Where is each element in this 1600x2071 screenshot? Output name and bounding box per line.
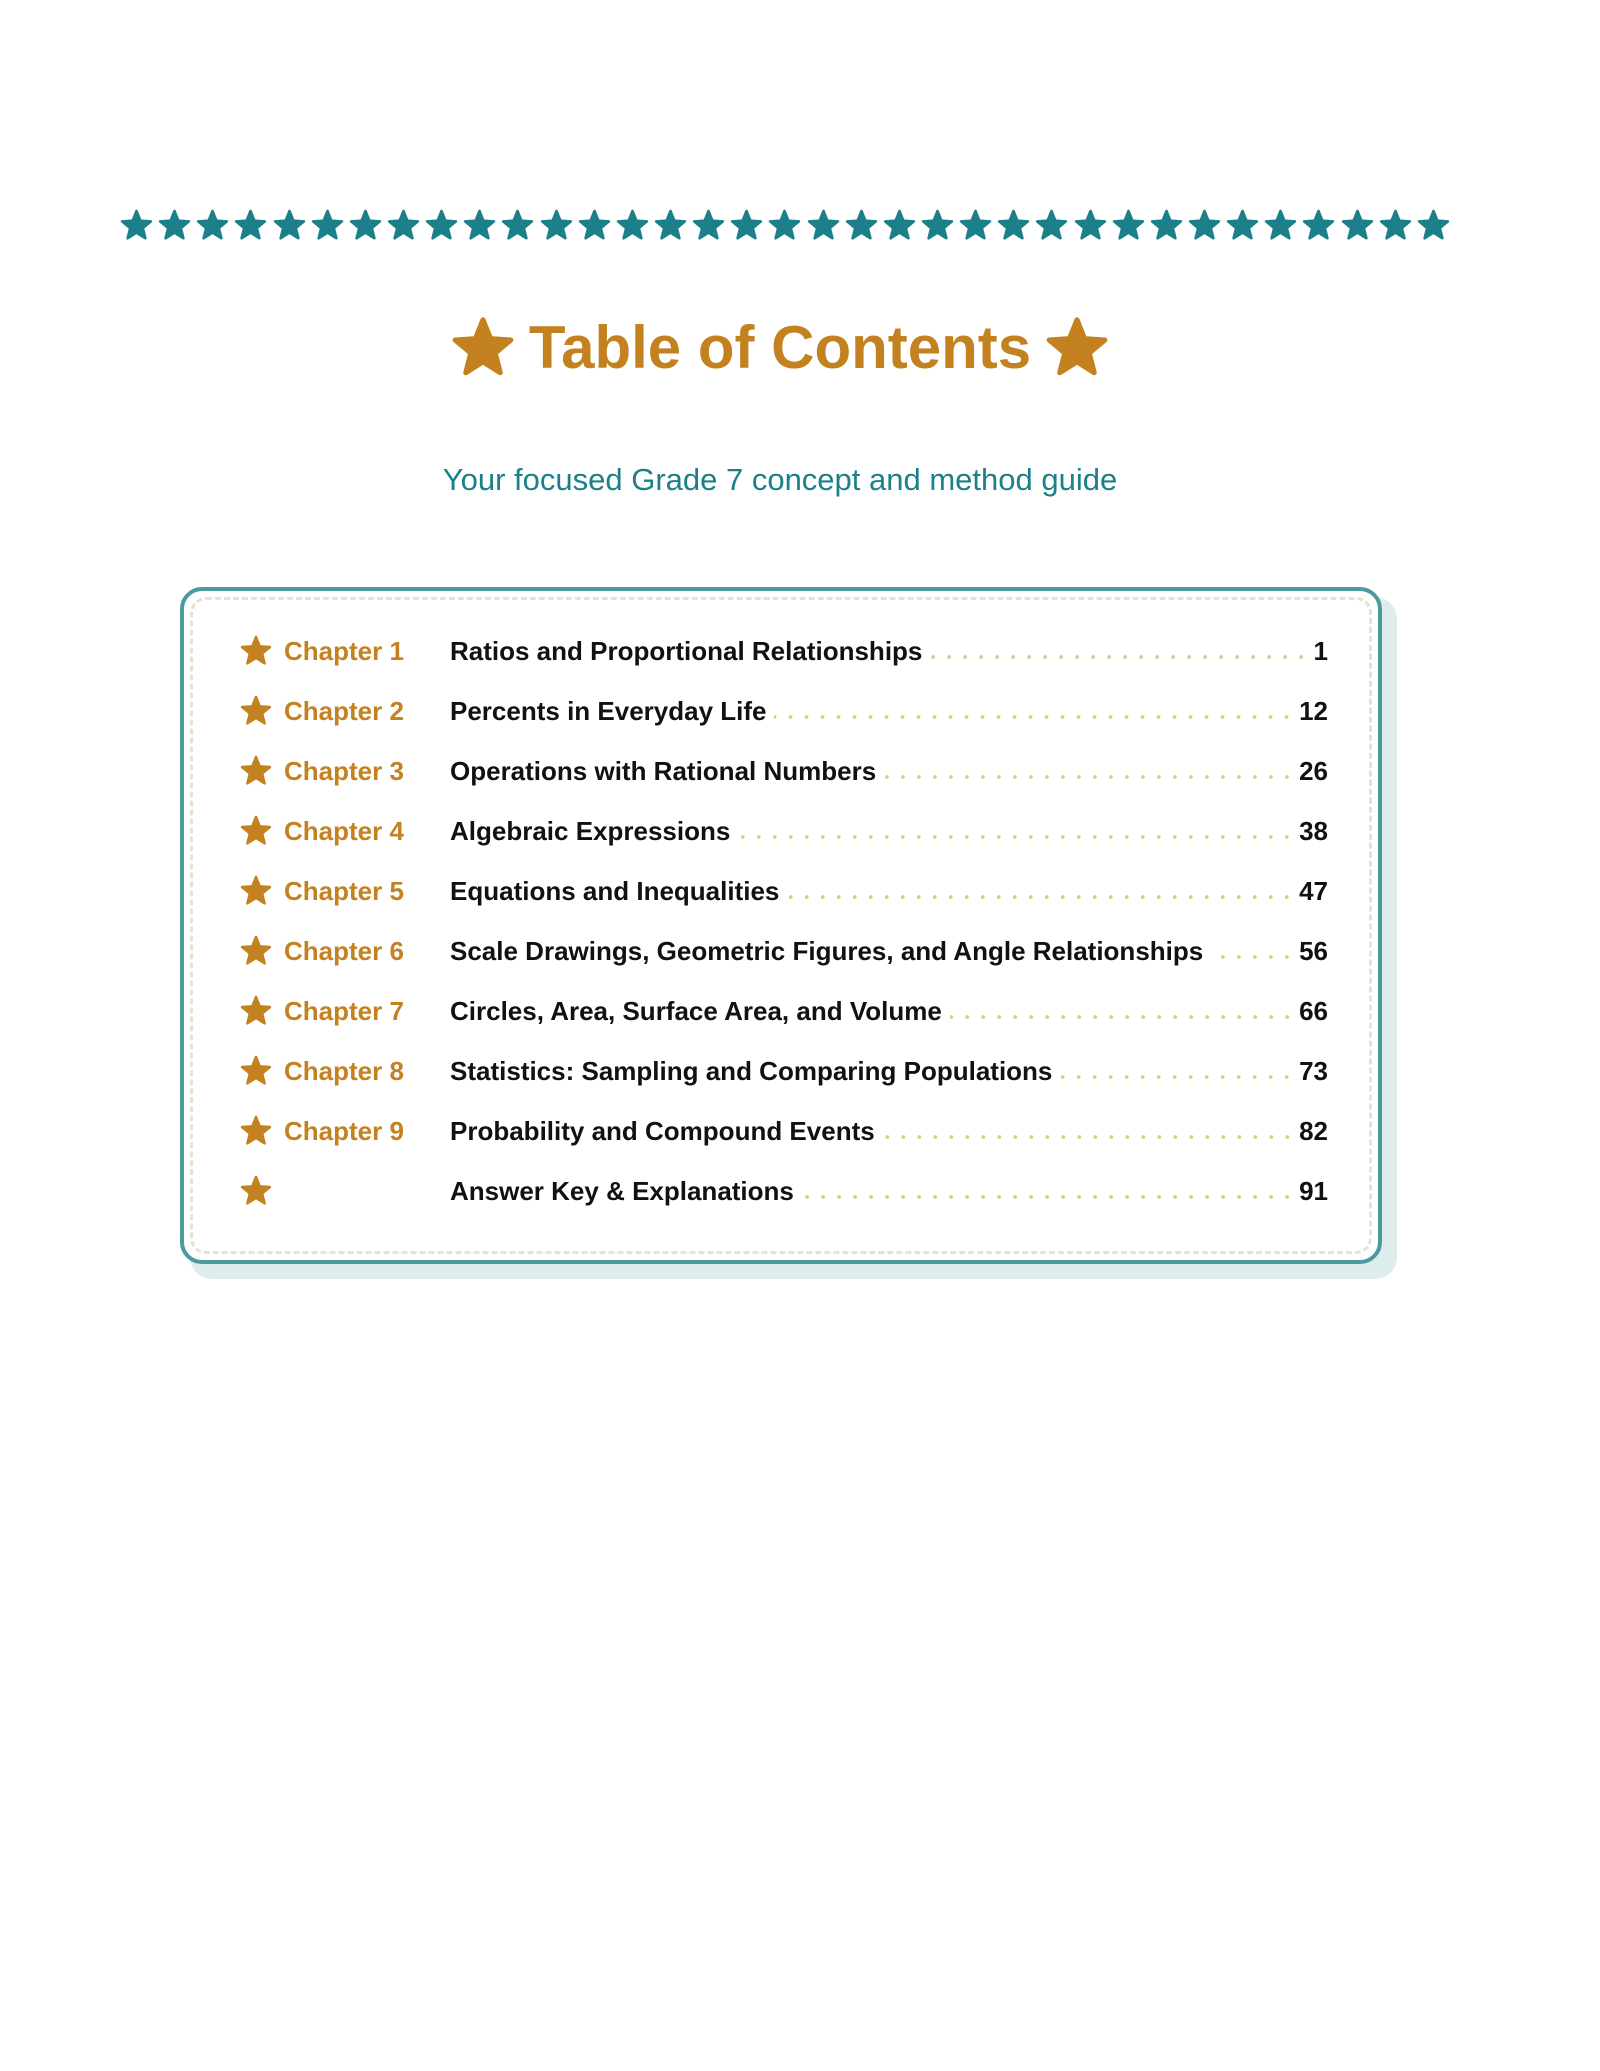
border-star-icon	[311, 209, 344, 242]
toc-row[interactable]	[240, 1049, 1328, 1093]
dot-leader	[802, 1194, 1295, 1200]
dot-leader	[738, 834, 1295, 840]
chapter-label: Chapter 7	[284, 995, 404, 1026]
border-star-icon	[654, 209, 687, 242]
chapter-title: Percents in Everyday Life	[450, 695, 767, 726]
chapter-title: Scale Drawings, Geometric Figures, and Angle Relationships	[450, 935, 1204, 966]
dot-leader	[774, 714, 1295, 720]
border-star-icon	[616, 209, 649, 242]
page-number: 26	[1299, 755, 1328, 786]
toc-row[interactable]	[240, 809, 1328, 853]
toc-row[interactable]	[240, 629, 1328, 673]
border-star-icon	[158, 209, 191, 242]
title-star-left-icon	[451, 316, 515, 380]
border-star-icon	[501, 209, 534, 242]
row-star-icon	[240, 1115, 284, 1147]
border-star-icon	[921, 209, 954, 242]
border-star-icon	[1341, 209, 1374, 242]
page-number: 1	[1313, 635, 1328, 666]
title-star-right-icon	[1045, 316, 1109, 380]
toc-row[interactable]	[240, 989, 1328, 1033]
row-star-icon	[240, 695, 284, 727]
page-number: 12	[1299, 695, 1328, 726]
page-number: 82	[1299, 1115, 1328, 1146]
page-number: 73	[1299, 1055, 1328, 1086]
border-star-icon	[1379, 209, 1412, 242]
row-star-icon	[240, 755, 284, 787]
chapter-label: Chapter 1	[284, 635, 404, 666]
border-star-icon	[845, 209, 878, 242]
border-star-icon	[730, 209, 763, 242]
chapter-label: Chapter 6	[284, 935, 404, 966]
title-row	[0, 308, 1560, 388]
chapter-label: Chapter 2	[284, 695, 404, 726]
dot-leader	[883, 1134, 1295, 1140]
border-star-icon	[883, 209, 916, 242]
row-star-icon	[240, 935, 284, 967]
border-star-icon	[273, 209, 306, 242]
toc-row[interactable]	[240, 1169, 1328, 1213]
toc-row[interactable]	[240, 869, 1328, 913]
border-star-icon	[1264, 209, 1297, 242]
dot-leader	[930, 654, 1309, 660]
border-star-icon	[1074, 209, 1107, 242]
chapter-title: Circles, Area, Surface Area, and Volume	[450, 995, 942, 1026]
chapter-label: Chapter 3	[284, 755, 404, 786]
dot-leader	[1060, 1074, 1295, 1080]
border-star-icon	[959, 209, 992, 242]
border-star-icon	[692, 209, 725, 242]
page-number: 91	[1299, 1175, 1328, 1206]
border-star-icon	[1302, 209, 1335, 242]
dot-leader	[950, 1014, 1295, 1020]
page-subtitle: Your focused Grade 7 concept and method guide	[442, 462, 1118, 497]
chapter-label: Chapter 5	[284, 875, 404, 906]
toc-row[interactable]	[240, 689, 1328, 733]
border-star-icon	[234, 209, 267, 242]
chapter-label: Chapter 8	[284, 1055, 404, 1086]
row-star-icon	[240, 875, 284, 907]
border-star-icon	[1150, 209, 1183, 242]
border-star-icon	[1035, 209, 1068, 242]
chapter-title: Operations with Rational Numbers	[450, 755, 877, 786]
border-star-icon	[1188, 209, 1221, 242]
border-star-icon	[997, 209, 1030, 242]
chapter-title: Equations and Inequalities	[450, 875, 780, 906]
chapter-title: Ratios and Proportional Relationships	[450, 635, 923, 666]
border-star-icon	[540, 209, 573, 242]
page-number: 38	[1299, 815, 1328, 846]
border-star-icon	[425, 209, 458, 242]
page-number: 66	[1299, 995, 1328, 1026]
border-star-icon	[463, 209, 496, 242]
row-star-icon	[240, 1175, 284, 1207]
chapter-title: Algebraic Expressions	[450, 815, 731, 846]
toc-row[interactable]	[240, 1109, 1328, 1153]
border-star-icon	[120, 209, 153, 242]
border-star-icon	[1417, 209, 1450, 242]
star-border	[120, 205, 1450, 245]
dot-leader	[1211, 954, 1295, 960]
border-star-icon	[387, 209, 420, 242]
toc-row[interactable]	[240, 929, 1328, 973]
chapter-label: Chapter 9	[284, 1115, 404, 1146]
chapter-label: Chapter 4	[284, 815, 404, 846]
border-star-icon	[807, 209, 840, 242]
border-star-icon	[768, 209, 801, 242]
chapter-title: Statistics: Sampling and Comparing Populations	[450, 1055, 1053, 1086]
dot-leader	[884, 774, 1295, 780]
page-number: 47	[1299, 875, 1328, 906]
row-star-icon	[240, 635, 284, 667]
row-star-icon	[240, 995, 284, 1027]
border-star-icon	[349, 209, 382, 242]
row-star-icon	[240, 815, 284, 847]
page-number: 56	[1299, 935, 1328, 966]
border-star-icon	[1112, 209, 1145, 242]
chapter-title: Probability and Compound Events	[450, 1115, 875, 1146]
page-title: Table of Contents	[528, 314, 1032, 381]
dot-leader	[787, 894, 1295, 900]
border-star-icon	[1226, 209, 1259, 242]
border-star-icon	[196, 209, 229, 242]
border-star-icon	[578, 209, 611, 242]
toc-row[interactable]	[240, 749, 1328, 793]
chapter-title: Answer Key & Explanations	[450, 1175, 794, 1206]
row-star-icon	[240, 1055, 284, 1087]
